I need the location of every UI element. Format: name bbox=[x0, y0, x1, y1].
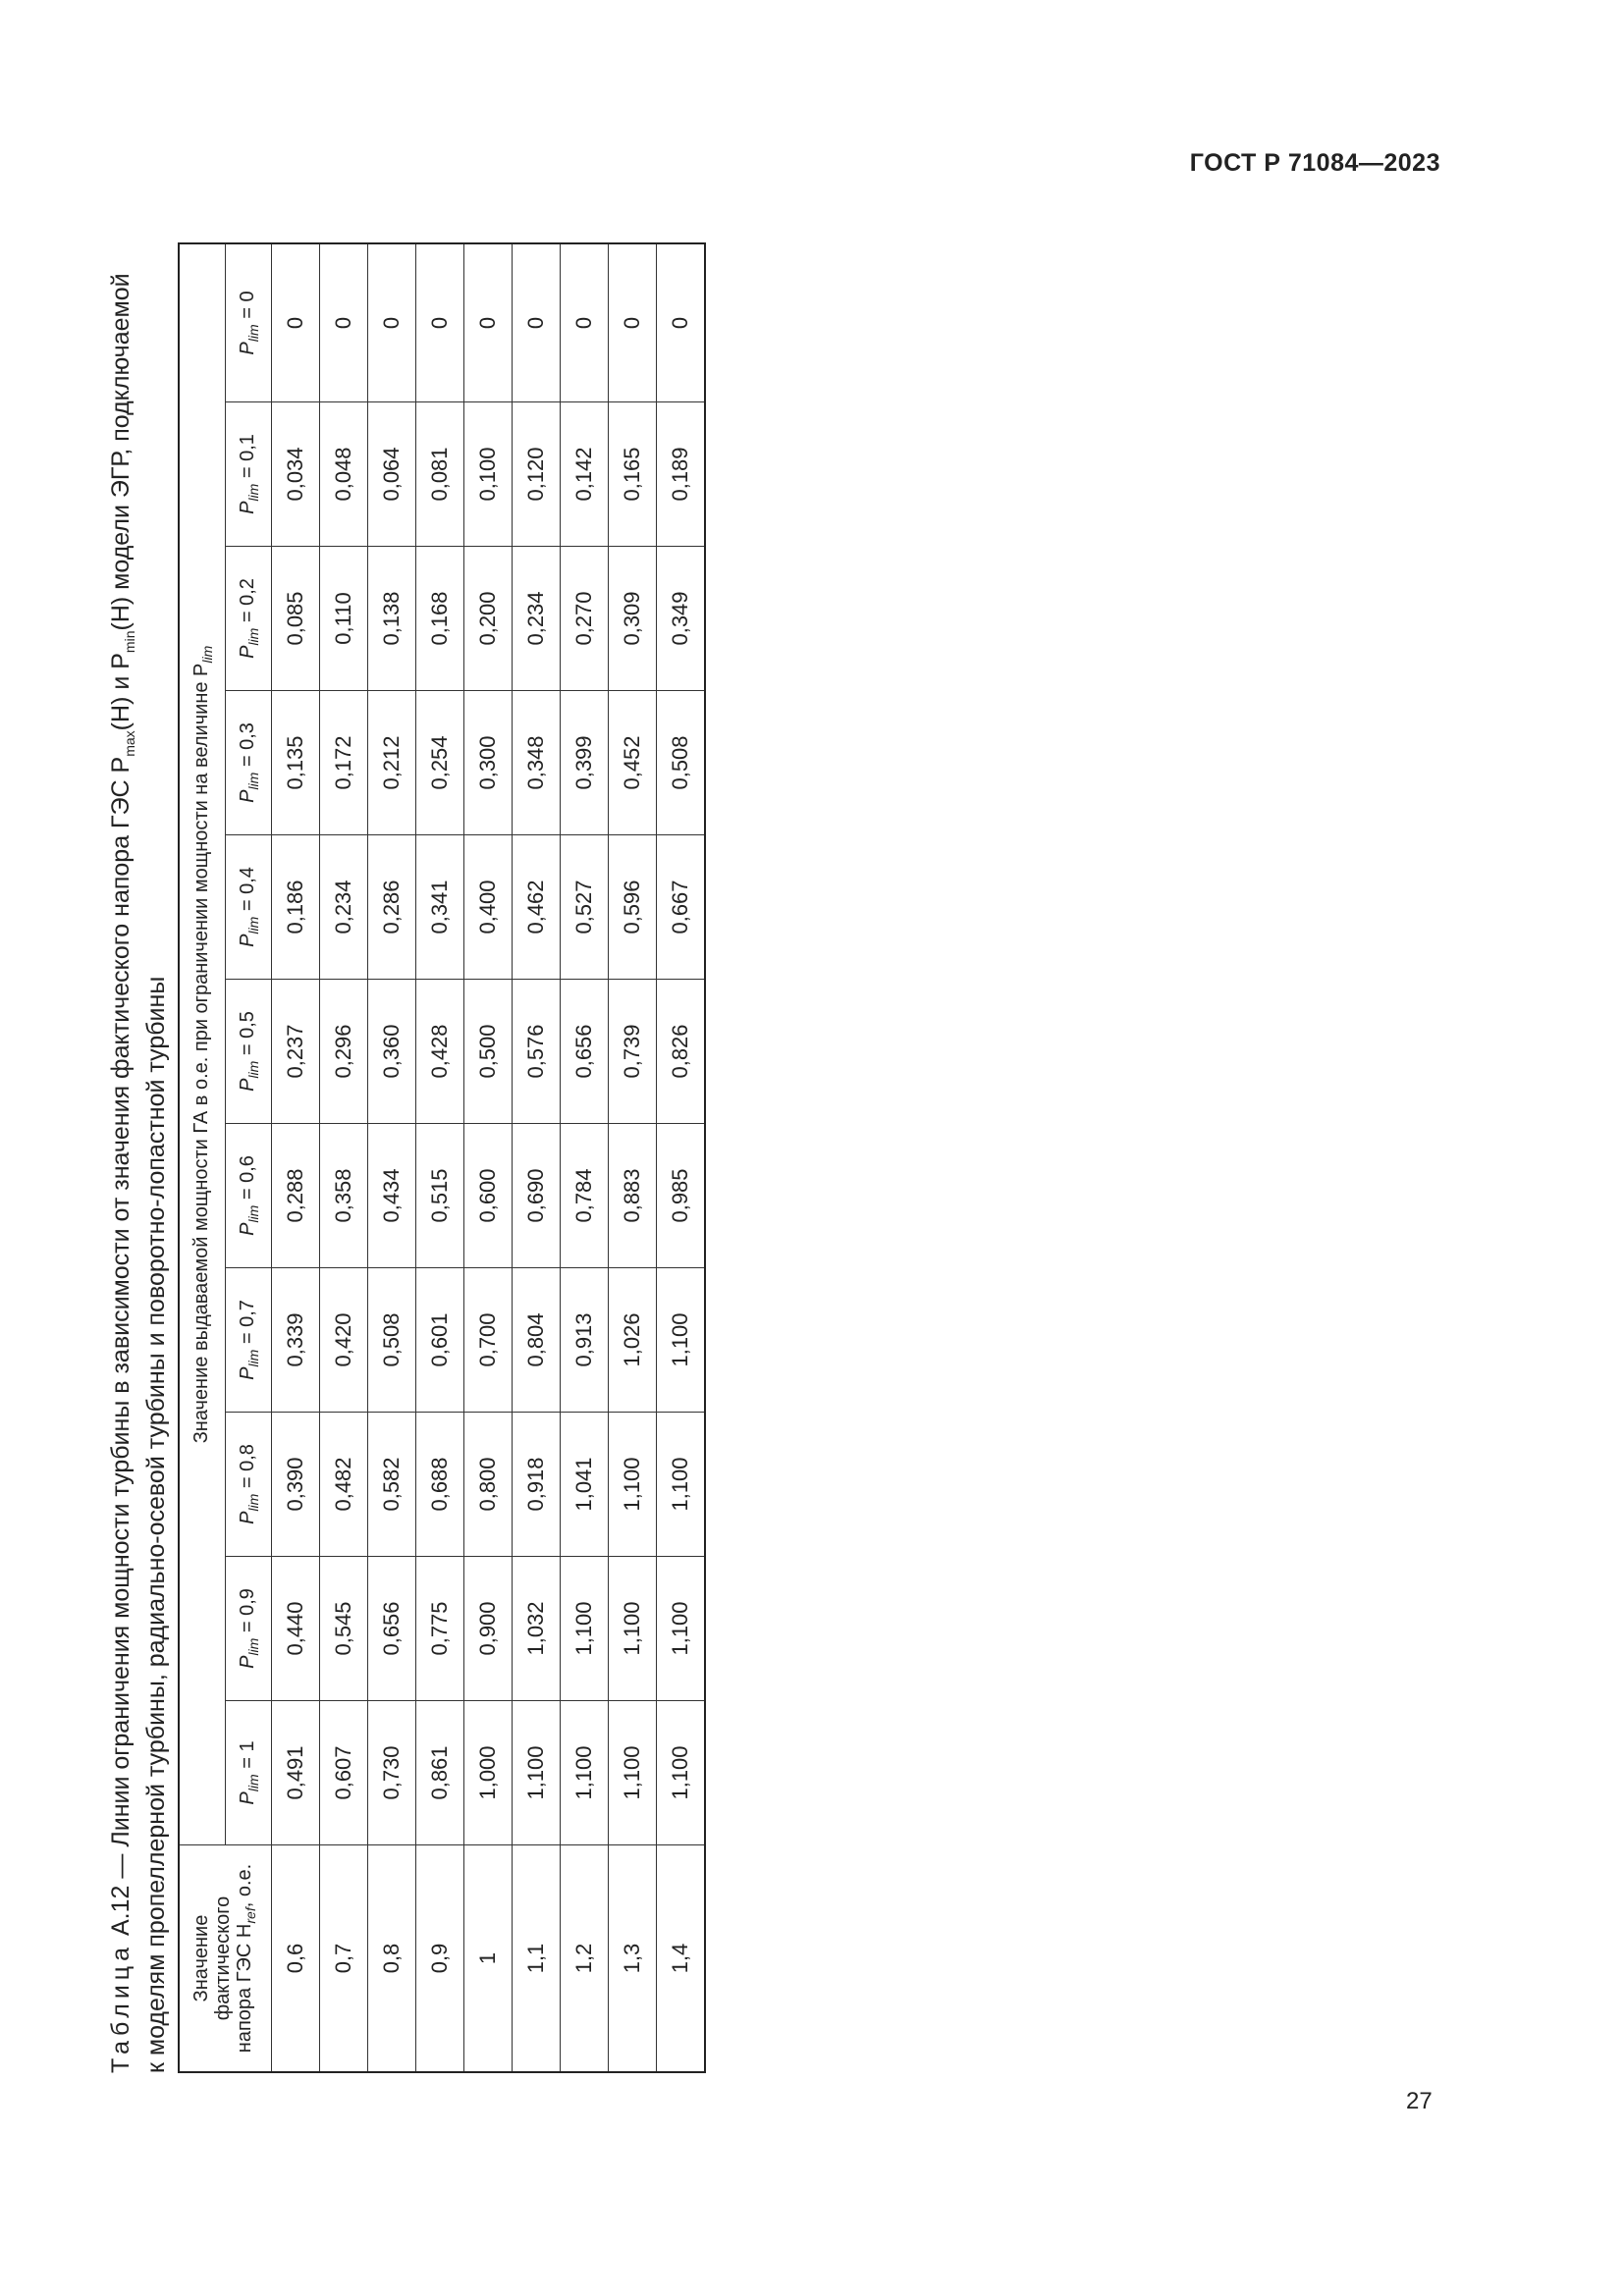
caption-min-sub: min bbox=[122, 630, 137, 654]
table-cell: 1,032 bbox=[513, 1557, 561, 1701]
table-cell: 0,254 bbox=[416, 691, 464, 835]
column-header-value: 0,2 bbox=[236, 578, 258, 606]
table-cell: 0,656 bbox=[561, 980, 609, 1124]
table-cell: 0,341 bbox=[416, 835, 464, 980]
column-header: $P_{lim} = 0,6$ bbox=[226, 1124, 272, 1268]
table-cell: 0 bbox=[464, 243, 513, 402]
table-row bbox=[416, 243, 464, 2072]
table-cell: 1,100 bbox=[609, 1557, 657, 1701]
row-header-line2: фактического bbox=[211, 1896, 234, 2021]
table-row bbox=[272, 243, 320, 2072]
table-cell: 0,452 bbox=[609, 691, 657, 835]
caption-max-sub: max bbox=[122, 730, 137, 757]
table-cell: 0,804 bbox=[513, 1268, 561, 1413]
table-cell: 0 bbox=[561, 243, 609, 402]
table-cell: 0,607 bbox=[320, 1701, 368, 1845]
table-cell: 1,100 bbox=[513, 1701, 561, 1845]
caption-number: А.12 bbox=[107, 1885, 135, 1937]
table-cell: 0,358 bbox=[320, 1124, 368, 1268]
table-cell: 0,985 bbox=[657, 1124, 706, 1268]
column-header: $P_{lim} = 0,7$ bbox=[226, 1268, 272, 1413]
table-cell: 0 bbox=[272, 243, 320, 402]
table-cell: 1,100 bbox=[609, 1701, 657, 1845]
table-cell: 0,527 bbox=[561, 835, 609, 980]
row-label-cell: 0,7 bbox=[320, 1845, 368, 2073]
table-cell: 0,100 bbox=[464, 402, 513, 547]
table-cell: 1,100 bbox=[657, 1413, 706, 1557]
caption-line1: — Линии ограничения мощности турбины в зависимости от значения фактического напора ГЭС P bbox=[107, 756, 135, 1879]
table-cell: 0,309 bbox=[609, 547, 657, 691]
table-cell: 0,918 bbox=[513, 1413, 561, 1557]
table-cell: 0,508 bbox=[657, 691, 706, 835]
row-label-cell: 0,9 bbox=[416, 1845, 464, 2073]
table-cell: 0,348 bbox=[513, 691, 561, 835]
table-cell: 0,545 bbox=[320, 1557, 368, 1701]
table-cell: 0,189 bbox=[657, 402, 706, 547]
table-cell: 0,135 bbox=[272, 691, 320, 835]
table-cell: 0,110 bbox=[320, 547, 368, 691]
row-header-cell bbox=[179, 1845, 272, 2073]
table-row bbox=[609, 243, 657, 2072]
table-row bbox=[464, 243, 513, 2072]
table-cell: 0,688 bbox=[416, 1413, 464, 1557]
column-header-value: 0,9 bbox=[236, 1588, 258, 1616]
column-header: $P_{lim} = 0,8$ bbox=[226, 1413, 272, 1557]
table-cell: 0,172 bbox=[320, 691, 368, 835]
column-header: $P_{lim} = 0,4$ bbox=[226, 835, 272, 980]
table-cell: 0,186 bbox=[272, 835, 320, 980]
table-cell: 0,600 bbox=[464, 1124, 513, 1268]
table-row bbox=[368, 243, 416, 2072]
table-cell: 0,462 bbox=[513, 835, 561, 980]
table-cell: 0,237 bbox=[272, 980, 320, 1124]
table-body bbox=[272, 243, 706, 2072]
table-cell: 0,576 bbox=[513, 980, 561, 1124]
column-header: $P_{lim} = 0,2$ bbox=[226, 547, 272, 691]
row-label-cell: 1,4 bbox=[657, 1845, 706, 2073]
table-cell: 0,360 bbox=[368, 980, 416, 1124]
column-header-value: 0,8 bbox=[236, 1444, 258, 1471]
table-cell: 0 bbox=[513, 243, 561, 402]
row-header-sub: ref bbox=[242, 1907, 258, 1924]
table-cell: 0,482 bbox=[320, 1413, 368, 1557]
page-number: 27 bbox=[1406, 2088, 1433, 2114]
table-cell: 1,100 bbox=[609, 1413, 657, 1557]
row-label-cell: 1,3 bbox=[609, 1845, 657, 2073]
column-header-value: 0 bbox=[236, 291, 258, 302]
table-cell: 0 bbox=[609, 243, 657, 402]
caption-line2: к моделям пропеллерной турбины, радиально-осевой турбины и поворотно-лопастной турбины bbox=[142, 976, 170, 2073]
table-row bbox=[657, 243, 706, 2072]
table-cell: 0,234 bbox=[320, 835, 368, 980]
table-cell: 0,900 bbox=[464, 1557, 513, 1701]
table-cell: 0,500 bbox=[464, 980, 513, 1124]
column-header-value: 0,6 bbox=[236, 1155, 258, 1183]
table-cell: 0,883 bbox=[609, 1124, 657, 1268]
table-header-row bbox=[179, 243, 226, 2072]
table-cell: 0,300 bbox=[464, 691, 513, 835]
table-cell: 0,064 bbox=[368, 402, 416, 547]
table-cell: 0,730 bbox=[368, 1701, 416, 1845]
table-cell: 1,100 bbox=[561, 1557, 609, 1701]
table-cell: 0,200 bbox=[464, 547, 513, 691]
row-header-unit: , о.е. bbox=[233, 1863, 255, 1908]
table-row bbox=[320, 243, 368, 2072]
table-cell: 0,120 bbox=[513, 402, 561, 547]
group-header-sub: lim bbox=[198, 645, 215, 664]
group-header-text: Значение выдаваемой мощности ГА в о.е. при ограничении мощности на величине P bbox=[189, 663, 212, 1444]
table-cell: 0,390 bbox=[272, 1413, 320, 1557]
column-header: $P_{lim} = 0,1$ bbox=[226, 402, 272, 547]
caption-mid: (H) и P bbox=[107, 653, 135, 731]
row-label-cell: 1,2 bbox=[561, 1845, 609, 2073]
column-header-value: 0,3 bbox=[236, 722, 258, 750]
column-header: $P_{lim} = 0,5$ bbox=[226, 980, 272, 1124]
table-cell: 1,100 bbox=[561, 1701, 609, 1845]
table-cell: 0,288 bbox=[272, 1124, 320, 1268]
table-cell: 1,000 bbox=[464, 1701, 513, 1845]
table-cell: 0,656 bbox=[368, 1557, 416, 1701]
group-header-cell bbox=[179, 243, 226, 1845]
table-cell: 0,420 bbox=[320, 1268, 368, 1413]
rotated-table-block bbox=[108, 218, 736, 2073]
column-header: $P_{lim} = 0$ bbox=[226, 243, 272, 402]
table-cell: 0 bbox=[320, 243, 368, 402]
column-header: $P_{lim} = 0,3$ bbox=[226, 691, 272, 835]
table-cell: 0,690 bbox=[513, 1124, 561, 1268]
table-cell: 0,234 bbox=[513, 547, 561, 691]
column-header-value: 1 bbox=[236, 1740, 258, 1752]
table-cell: 0,400 bbox=[464, 835, 513, 980]
caption-prefix: Таблица bbox=[107, 1942, 135, 2073]
table-cell: 0,739 bbox=[609, 980, 657, 1124]
table-cell: 0,515 bbox=[416, 1124, 464, 1268]
row-label-cell: 1,1 bbox=[513, 1845, 561, 2073]
table-cell: 0,775 bbox=[416, 1557, 464, 1701]
row-header-line1: Значение bbox=[189, 1914, 212, 2002]
table-cell: 0 bbox=[657, 243, 706, 402]
table-cell: 0,212 bbox=[368, 691, 416, 835]
table-cell: 0,826 bbox=[657, 980, 706, 1124]
table-cell: 1,100 bbox=[657, 1268, 706, 1413]
table-cell: 1,100 bbox=[657, 1557, 706, 1701]
table-cell: 0,434 bbox=[368, 1124, 416, 1268]
table-cell: 0,296 bbox=[320, 980, 368, 1124]
table-row bbox=[561, 243, 609, 2072]
table-cell: 0,508 bbox=[368, 1268, 416, 1413]
table-cell: 0,861 bbox=[416, 1701, 464, 1845]
table-cell: 0 bbox=[416, 243, 464, 402]
column-header-value: 0,4 bbox=[236, 867, 258, 894]
table-cell: 0,339 bbox=[272, 1268, 320, 1413]
row-header-line3: напора ГЭС H bbox=[233, 1923, 255, 2054]
table-cell: 0,913 bbox=[561, 1268, 609, 1413]
data-table bbox=[178, 242, 706, 2073]
row-label-cell: 0,6 bbox=[272, 1845, 320, 2073]
table-cell: 0,440 bbox=[272, 1557, 320, 1701]
table-cell: 0,491 bbox=[272, 1701, 320, 1845]
table-cell: 0,800 bbox=[464, 1413, 513, 1557]
column-header-value: 0,1 bbox=[236, 434, 258, 461]
table-cell: 0,138 bbox=[368, 547, 416, 691]
table-cell: 0,596 bbox=[609, 835, 657, 980]
column-header-value: 0,5 bbox=[236, 1011, 258, 1039]
table-cell: 1,026 bbox=[609, 1268, 657, 1413]
table-cell: 0,700 bbox=[464, 1268, 513, 1413]
table-cell: 0 bbox=[368, 243, 416, 402]
column-header-value: 0,7 bbox=[236, 1300, 258, 1327]
table-cell: 0,349 bbox=[657, 547, 706, 691]
table-cell: 0,286 bbox=[368, 835, 416, 980]
caption-tail: (H) модели ЭГР, подключаемой bbox=[107, 273, 135, 631]
table-caption bbox=[108, 218, 170, 2073]
table-row bbox=[513, 243, 561, 2072]
table-cell: 0,784 bbox=[561, 1124, 609, 1268]
column-header: $P_{lim} = 0,9$ bbox=[226, 1557, 272, 1701]
table-cell: 0,270 bbox=[561, 547, 609, 691]
row-label-cell: 1 bbox=[464, 1845, 513, 2073]
table-cell: 0,667 bbox=[657, 835, 706, 980]
table-cell: 0,601 bbox=[416, 1268, 464, 1413]
row-label-cell: 0,8 bbox=[368, 1845, 416, 2073]
table-cell: 1,041 bbox=[561, 1413, 609, 1557]
table-cell: 0,399 bbox=[561, 691, 609, 835]
table-cell: 0,048 bbox=[320, 402, 368, 547]
document-id: ГОСТ Р 71084—2023 bbox=[1189, 149, 1440, 177]
table-cell: 0,168 bbox=[416, 547, 464, 691]
table-cell: 0,085 bbox=[272, 547, 320, 691]
table-cell: 0,582 bbox=[368, 1413, 416, 1557]
table-cell: 1,100 bbox=[657, 1701, 706, 1845]
table-cell: 0,034 bbox=[272, 402, 320, 547]
table-cell: 0,142 bbox=[561, 402, 609, 547]
table-subheader-row bbox=[226, 243, 272, 2072]
column-header: $P_{lim} = 1$ bbox=[226, 1701, 272, 1845]
table-cell: 0,081 bbox=[416, 402, 464, 547]
table-cell: 0,428 bbox=[416, 980, 464, 1124]
table-cell: 0,165 bbox=[609, 402, 657, 547]
